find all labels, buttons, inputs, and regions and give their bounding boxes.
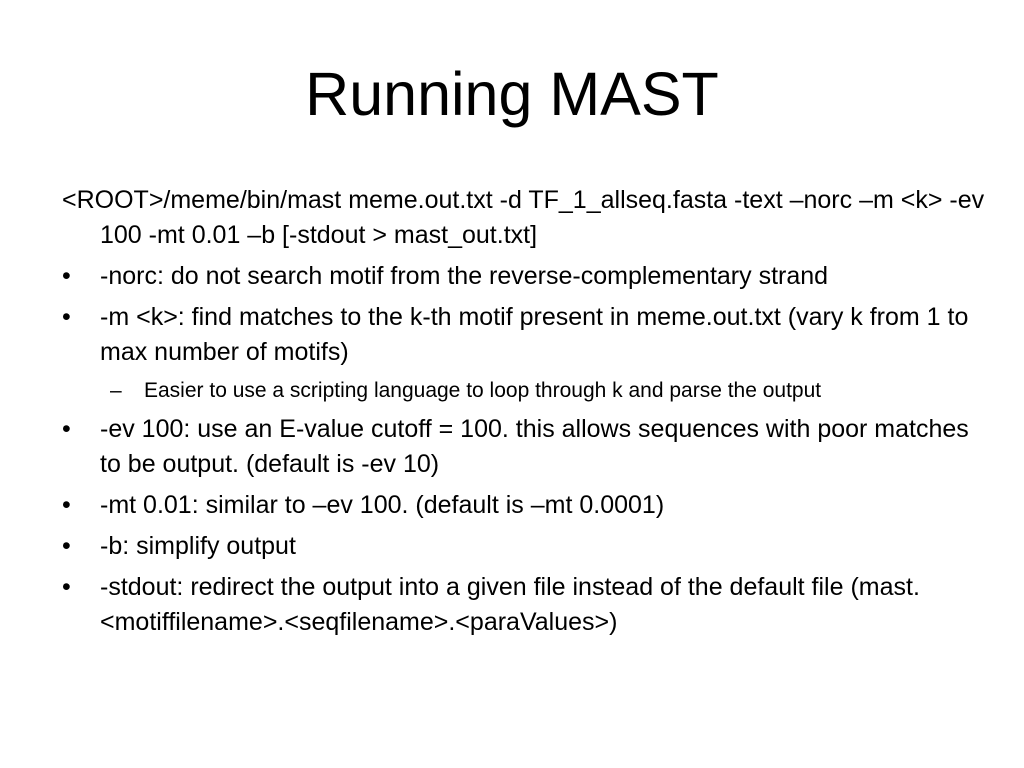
bullet-item-ev [62, 412, 992, 482]
bullet-text: -mt 0.01: similar to –ev 100. (default is –mt 0.0001) [100, 491, 665, 519]
bullet-text: -ev 100: use an E-value cutoff = 100. this allows sequences with poor matches to be output. (default is -ev 10) [100, 415, 969, 478]
bullet-text: -stdout: redirect the output into a given file instead of the default file (mast.<motiffilename>.<seqfilename>.<paraValues>) [100, 573, 920, 636]
sub-bullet-marker: – [110, 379, 122, 402]
bullet-text: -norc: do not search motif from the reverse-complementary strand [100, 262, 829, 290]
bullet-text: -m <k>: find matches to the k-th motif present in meme.out.txt (vary k from 1 to max number of motifs) [100, 303, 969, 366]
slide-body [62, 183, 992, 646]
bullet-marker: • [62, 491, 71, 519]
slide-title: Running MAST [305, 60, 719, 128]
bullet-item-m [62, 300, 992, 370]
sub-bullet-item-scripting [62, 376, 992, 406]
bullet-text: -b: simplify output [100, 532, 296, 560]
bullet-item-b [62, 529, 992, 564]
bullet-marker: • [62, 262, 71, 290]
bullet-marker: • [62, 415, 71, 443]
bullet-item-stdout [62, 570, 992, 640]
bullet-item-norc [62, 259, 992, 294]
bullet-marker: • [62, 573, 71, 601]
bullet-marker: • [62, 532, 71, 560]
bullet-marker: • [62, 303, 71, 331]
sub-bullet-text: Easier to use a scripting language to loop through k and parse the output [144, 379, 822, 402]
command-line: <ROOT>/meme/bin/mast meme.out.txt -d TF_1_allseq.fasta -text –norc –m <k> -ev 100 -mt 0.01 –b [-stdout > mast_out.txt] [62, 186, 985, 249]
bullet-item-mt [62, 488, 992, 523]
